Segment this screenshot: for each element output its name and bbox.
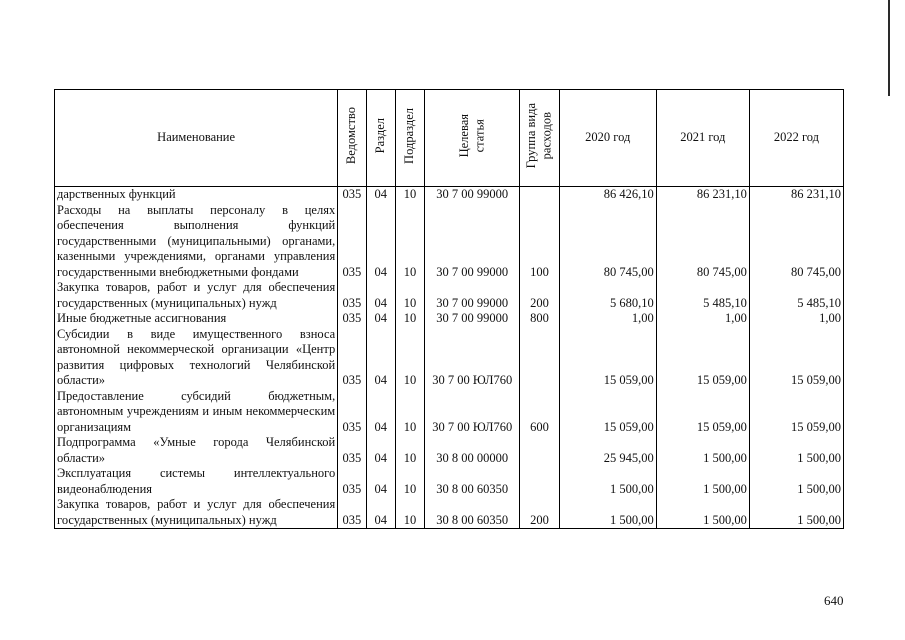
row-expense-group xyxy=(520,435,559,466)
row-section: 04 xyxy=(366,311,395,327)
row-name: Иные бюджетные ассигнования xyxy=(55,311,338,327)
row-amount-2020: 1,00 xyxy=(559,311,656,327)
row-name: Предоставление субсидий бюджетным, автономным учреждениям и иным некоммерческим организациям xyxy=(55,389,338,436)
row-name: Субсидии в виде имущественного взноса автономной некоммерческой организации «Центр развития цифровых технологий Челябинской области» xyxy=(55,327,338,389)
row-section: 04 xyxy=(366,203,395,281)
row-department: 035 xyxy=(338,280,366,311)
row-amount-2020: 15 059,00 xyxy=(559,327,656,389)
row-department: 035 xyxy=(338,327,366,389)
row-amount-2021: 1,00 xyxy=(656,311,749,327)
row-amount-2020: 1 500,00 xyxy=(559,497,656,529)
row-subsection: 10 xyxy=(395,389,424,436)
header-section xyxy=(366,90,395,187)
row-amount-2021: 1 500,00 xyxy=(656,435,749,466)
header-year-2020 xyxy=(559,90,656,187)
row-section: 04 xyxy=(366,389,395,436)
table-row xyxy=(55,435,844,466)
table-row xyxy=(55,187,844,203)
header-year-2021 xyxy=(656,90,749,187)
row-expense-group: 800 xyxy=(520,311,559,327)
row-subsection: 10 xyxy=(395,187,424,203)
header-year-2022-text: 2022 год xyxy=(773,130,820,145)
header-target-article-text xyxy=(457,114,488,157)
row-department: 035 xyxy=(338,435,366,466)
row-amount-2021: 1 500,00 xyxy=(656,466,749,497)
header-section-text: Раздел xyxy=(372,118,387,154)
row-expense-group: 600 xyxy=(520,389,559,436)
header-expense-group xyxy=(520,90,559,187)
scan-edge-line xyxy=(888,0,890,96)
table-row xyxy=(55,466,844,497)
row-expense-group xyxy=(520,187,559,203)
row-subsection: 10 xyxy=(395,497,424,529)
row-subsection: 10 xyxy=(395,327,424,389)
row-amount-2022: 5 485,10 xyxy=(749,280,843,311)
row-amount-2020: 1 500,00 xyxy=(559,466,656,497)
row-name: дарственных функций xyxy=(55,187,338,203)
table-row xyxy=(55,389,844,436)
row-expense-group xyxy=(520,327,559,389)
row-section: 04 xyxy=(366,466,395,497)
header-subsection xyxy=(395,90,424,187)
row-name: Расходы на выплаты персоналу в целях обеспечения выполнения функций государственными (муниципальными) органами, казенными учреждениями, органами управления государственными внебюджетными фондами xyxy=(55,203,338,281)
row-amount-2021: 15 059,00 xyxy=(656,327,749,389)
table-row xyxy=(55,280,844,311)
row-name: Подпрограмма «Умные города Челябинской области» xyxy=(55,435,338,466)
row-amount-2020: 80 745,00 xyxy=(559,203,656,281)
header-expense-group-text xyxy=(524,103,555,168)
row-subsection: 10 xyxy=(395,466,424,497)
row-amount-2022: 1 500,00 xyxy=(749,497,843,529)
row-section: 04 xyxy=(366,187,395,203)
row-department: 035 xyxy=(338,389,366,436)
row-amount-2020: 15 059,00 xyxy=(559,389,656,436)
row-target-article: 30 8 00 00000 xyxy=(425,435,520,466)
row-amount-2020: 5 680,10 xyxy=(559,280,656,311)
header-target-article-line2: статья xyxy=(472,119,487,153)
table-row xyxy=(55,203,844,281)
header-name xyxy=(55,90,338,187)
row-amount-2022: 15 059,00 xyxy=(749,327,843,389)
row-subsection: 10 xyxy=(395,311,424,327)
row-department: 035 xyxy=(338,187,366,203)
row-name: Закупка товаров, работ и услуг для обеспечения государственных (муниципальных) нужд xyxy=(55,280,338,311)
row-amount-2021: 80 745,00 xyxy=(656,203,749,281)
row-section: 04 xyxy=(366,280,395,311)
row-amount-2021: 1 500,00 xyxy=(656,497,749,529)
row-target-article: 30 7 00 99000 xyxy=(425,280,520,311)
row-section: 04 xyxy=(366,327,395,389)
row-amount-2021: 5 485,10 xyxy=(656,280,749,311)
row-subsection: 10 xyxy=(395,435,424,466)
row-amount-2022: 1 500,00 xyxy=(749,435,843,466)
header-expense-group-line1: Группа вида xyxy=(523,103,538,169)
row-amount-2022: 1 500,00 xyxy=(749,466,843,497)
row-expense-group: 200 xyxy=(520,280,559,311)
budget-table xyxy=(54,89,844,529)
row-amount-2022: 1,00 xyxy=(749,311,843,327)
row-department: 035 xyxy=(338,203,366,281)
row-target-article: 30 8 00 60350 xyxy=(425,497,520,529)
row-section: 04 xyxy=(366,435,395,466)
header-year-2022 xyxy=(749,90,843,187)
header-department xyxy=(338,90,366,187)
row-department: 035 xyxy=(338,311,366,327)
row-amount-2021: 15 059,00 xyxy=(656,389,749,436)
row-amount-2020: 86 426,10 xyxy=(559,187,656,203)
row-amount-2022: 86 231,10 xyxy=(749,187,843,203)
row-target-article: 30 7 00 ЮЛ760 xyxy=(425,327,520,389)
row-name: Эксплуатация системы интеллектуального видеонаблюдения xyxy=(55,466,338,497)
row-target-article: 30 7 00 99000 xyxy=(425,311,520,327)
table-row xyxy=(55,497,844,529)
row-amount-2021: 86 231,10 xyxy=(656,187,749,203)
header-target-article xyxy=(425,90,520,187)
row-name: Закупка товаров, работ и услуг для обеспечения государственных (муниципальных) нужд xyxy=(55,497,338,529)
row-target-article: 30 8 00 60350 xyxy=(425,466,520,497)
header-expense-group-line2: расходов xyxy=(539,112,554,160)
row-amount-2020: 25 945,00 xyxy=(559,435,656,466)
header-name-text: Наименование xyxy=(157,130,236,145)
table-row xyxy=(55,327,844,389)
row-subsection: 10 xyxy=(395,280,424,311)
row-subsection: 10 xyxy=(395,203,424,281)
row-target-article: 30 7 00 99000 xyxy=(425,203,520,281)
row-expense-group: 100 xyxy=(520,203,559,281)
table-header-row xyxy=(55,90,844,187)
header-subsection-text: Подраздел xyxy=(402,107,417,164)
row-expense-group xyxy=(520,466,559,497)
row-amount-2022: 15 059,00 xyxy=(749,389,843,436)
header-year-2021-text: 2021 год xyxy=(680,130,726,145)
header-target-article-line1: Целевая xyxy=(456,114,471,158)
table-row xyxy=(55,311,844,327)
row-department: 035 xyxy=(338,466,366,497)
row-section: 04 xyxy=(366,497,395,529)
row-target-article: 30 7 00 99000 xyxy=(425,187,520,203)
page-number: 640 xyxy=(824,593,844,608)
header-department-text: Ведомство xyxy=(344,107,359,165)
row-department: 035 xyxy=(338,497,366,529)
row-expense-group: 200 xyxy=(520,497,559,529)
row-target-article: 30 7 00 ЮЛ760 xyxy=(425,389,520,436)
header-year-2020-text: 2020 год xyxy=(585,130,631,145)
row-amount-2022: 80 745,00 xyxy=(749,203,843,281)
